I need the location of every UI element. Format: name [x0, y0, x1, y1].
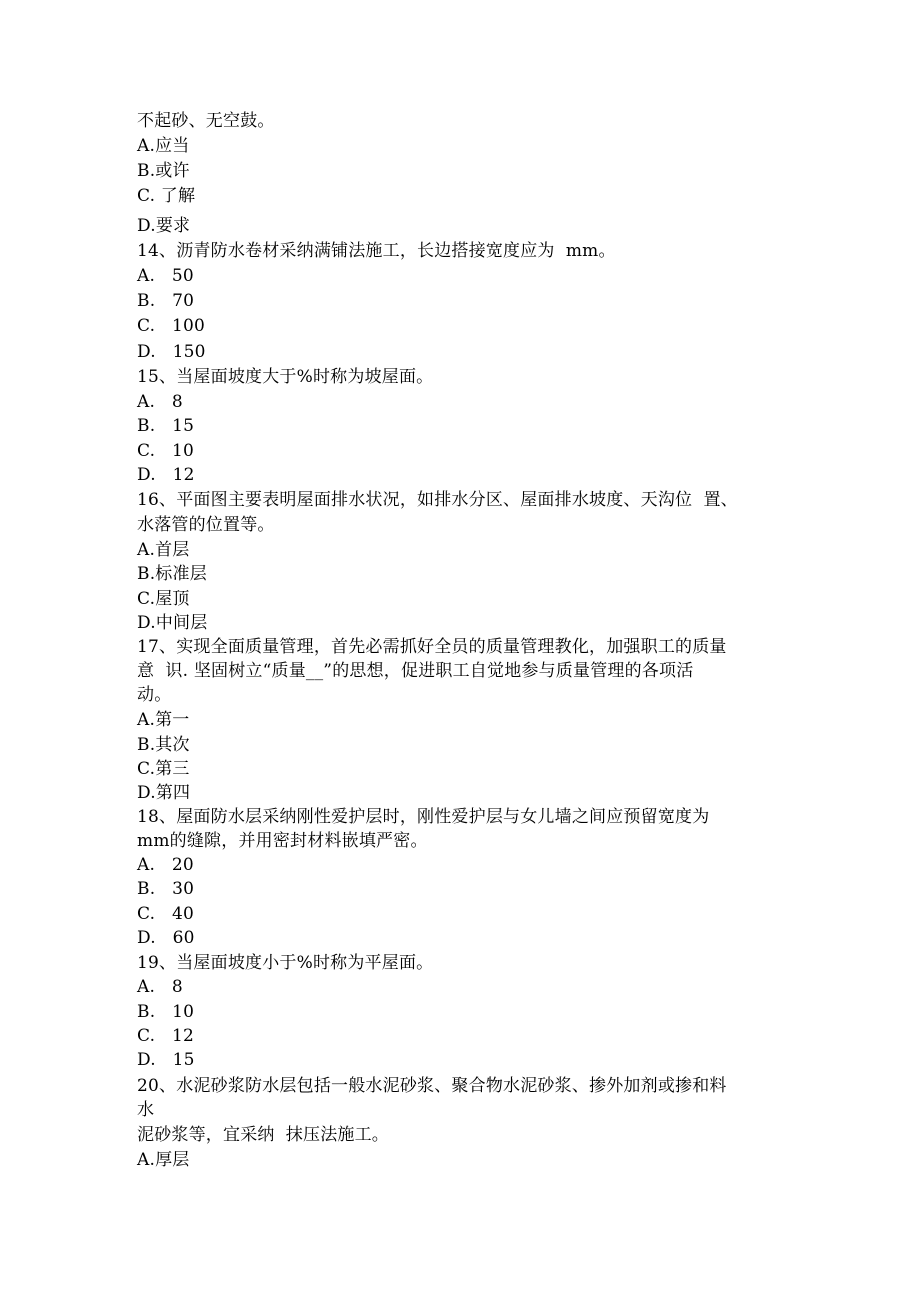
- option-line: A.应当: [137, 136, 190, 156]
- question-18-text: 18、屋面防水层采纳刚性爱护层时，刚性爱护层与女儿墙之间应预留宽度为: [137, 807, 710, 827]
- option-line: D. 12: [137, 465, 195, 485]
- question-18-text: mm的缝隙，并用密封材料嵌填严密。: [137, 831, 428, 851]
- option-line: D.中间层: [137, 613, 208, 633]
- option-line: B. 30: [137, 879, 195, 899]
- option-line: B. 10: [137, 1002, 195, 1022]
- option-line: A. 20: [137, 855, 194, 875]
- option-line: A. 8: [137, 392, 183, 412]
- option-line: D.要求: [137, 216, 191, 236]
- question-17-text: 动。: [137, 685, 172, 705]
- question-16-text: 水落管的位置等。: [137, 515, 275, 535]
- option-line: D. 15: [137, 1050, 195, 1070]
- question-17-text: 意 识. 坚固树立“质量__”的思想，促进职工自觉地参与质量管理的各项活: [137, 661, 694, 681]
- option-line: A.厚层: [137, 1150, 190, 1170]
- question-20-text: 水: [137, 1100, 155, 1120]
- option-line: C. 40: [137, 904, 195, 924]
- text-line: 不起砂、无空鼓。: [137, 111, 275, 131]
- question-20-text: 泥砂浆等，宜采纳 抹压法施工。: [137, 1125, 390, 1145]
- option-line: C. 100: [137, 316, 206, 336]
- option-line: B.或许: [137, 161, 190, 181]
- option-line: C.屋顶: [137, 589, 190, 609]
- option-line: D. 150: [137, 342, 206, 362]
- question-20-text: 20、水泥砂浆防水层包括一般水泥砂浆、聚合物水泥砂浆、掺外加剂或掺和料: [137, 1076, 727, 1096]
- option-line: A.首层: [137, 540, 190, 560]
- question-19-text: 19、当屋面坡度小于%时称为平屋面。: [137, 953, 434, 973]
- option-line: D. 60: [137, 928, 195, 948]
- option-line: C. 10: [137, 441, 195, 461]
- question-15-text: 15、当屋面坡度大于%时称为坡屋面。: [137, 367, 434, 387]
- option-line: A. 50: [137, 266, 194, 286]
- option-line: C.第三: [137, 759, 190, 779]
- option-line: D.第四: [137, 783, 191, 803]
- option-line: C. 了解: [137, 186, 196, 206]
- question-14-text: 14、沥青防水卷材采纳满铺法施工，长边搭接宽度应为 mm。: [137, 241, 616, 261]
- question-17-text: 17、实现全面质量管理，首先必需抓好全员的质量管理教化，加强职工的质量: [137, 637, 727, 657]
- option-line: B. 70: [137, 291, 195, 311]
- question-16-text: 16、平面图主要表明屋面排水状况，如排水分区、屋面排水坡度、天沟位 置、: [137, 490, 738, 510]
- option-line: B.标准层: [137, 564, 207, 584]
- option-line: C. 12: [137, 1026, 195, 1046]
- option-line: B.其次: [137, 735, 190, 755]
- option-line: A. 8: [137, 977, 183, 997]
- option-line: B. 15: [137, 416, 195, 436]
- option-line: A.第一: [137, 710, 190, 730]
